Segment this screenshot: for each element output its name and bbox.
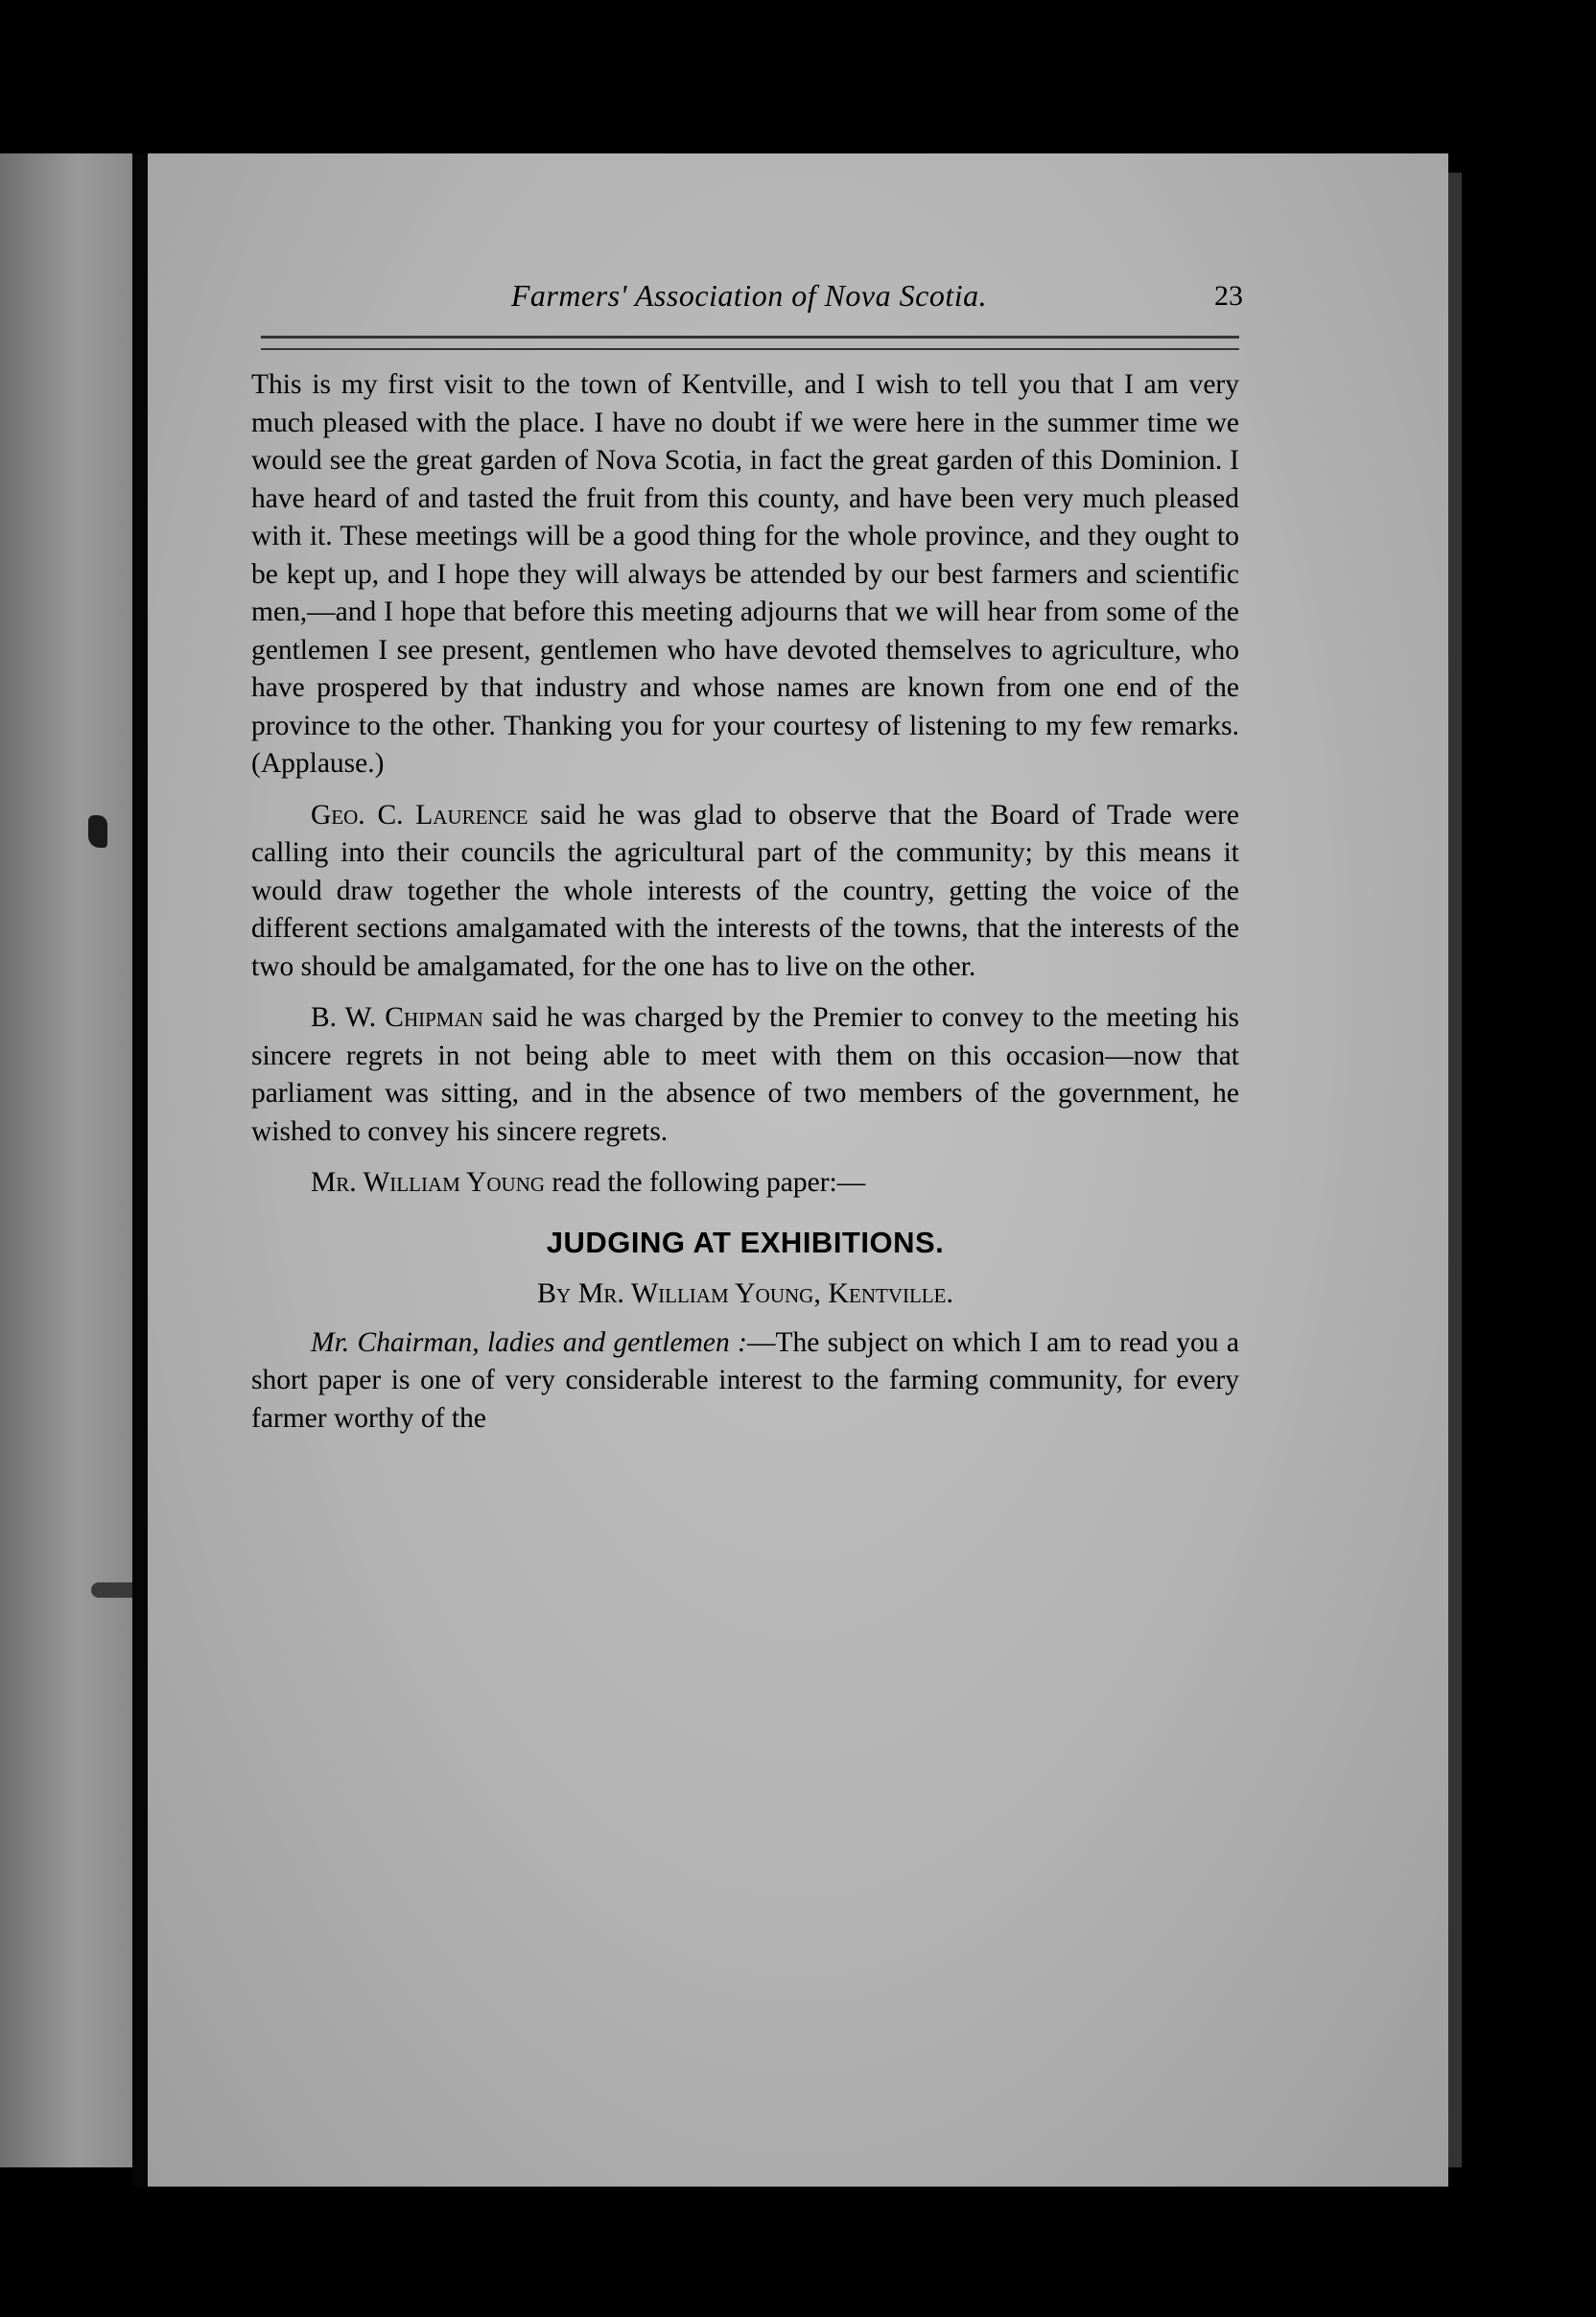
facing-page-edge [0, 153, 132, 2167]
speaker-name: Mr. William Young [311, 1167, 546, 1198]
paragraph [251, 797, 1239, 987]
binding-clip [88, 815, 107, 848]
speaker-name: B. W. Chipman [311, 1002, 483, 1033]
body-text [251, 366, 1239, 1451]
paragraph-text: —The subject on which I am to read you a short paper is one of very considerable interest to the farming community, for every farmer worthy of the [251, 1326, 1239, 1434]
paragraph [251, 1324, 1239, 1439]
section-title: JUDGING AT EXHIBITIONS. [546, 1225, 945, 1259]
paragraph: This is my first visit to the town of Kentville, and I wish to tell you that I am very much pleased with the place. I have no doubt if we were here in the summer time we would see the great garden of Nova Scotia, in fact the great garden of this Dominion. I have heard of and tasted the fruit from this county, and have been very much pleased with it. These meetings will be a good thing for the whole province, and they ought to be kept up, and I hope they will always be attended by our best farmers and scientific men,—and I hope that before this meeting adjourns that we will hear from some of the gentlemen I see present, gentlemen who have devoted themselves to agriculture, who have prospered by that industry and whose names are known from one end of the province to the other. Thanking you for your courtesy of listening to my few remarks. (Applause.) [251, 369, 1239, 779]
byline: By Mr. William Young, Kentville. [537, 1277, 953, 1309]
page-header [255, 278, 1243, 336]
paragraph-text: said he was glad to observe that the Board of Trade were calling into their councils the agricultural part of the community; by this means it would draw together the whole interests of the country, getting the voice of the different sections amalgamated with the interests of the towns, that the interests of the two should be amalgamated, for the one has to live on the other. [251, 799, 1239, 982]
salutation: Mr. Chairman, ladies and gentlemen : [311, 1326, 747, 1358]
page-number: 23 [1214, 280, 1243, 312]
paragraph-text: said he was charged by the Premier to convey to the meeting his sincere regrets in not being able to meet with them on this occasion—now that parliament was sitting, and in the absence of two members of the government, he wished to convey his sincere regrets. [251, 1002, 1240, 1147]
paragraph [251, 1164, 1239, 1203]
speaker-name: Geo. C. Laurence [311, 799, 528, 831]
header-rule [261, 336, 1239, 350]
page-edge-shadow [1448, 173, 1462, 2167]
paragraph-text: read the following paper:— [545, 1167, 866, 1198]
book-spine [132, 153, 148, 2187]
running-title: Farmers' Association of Nova Scotia. [510, 278, 988, 313]
paragraph [251, 999, 1239, 1151]
